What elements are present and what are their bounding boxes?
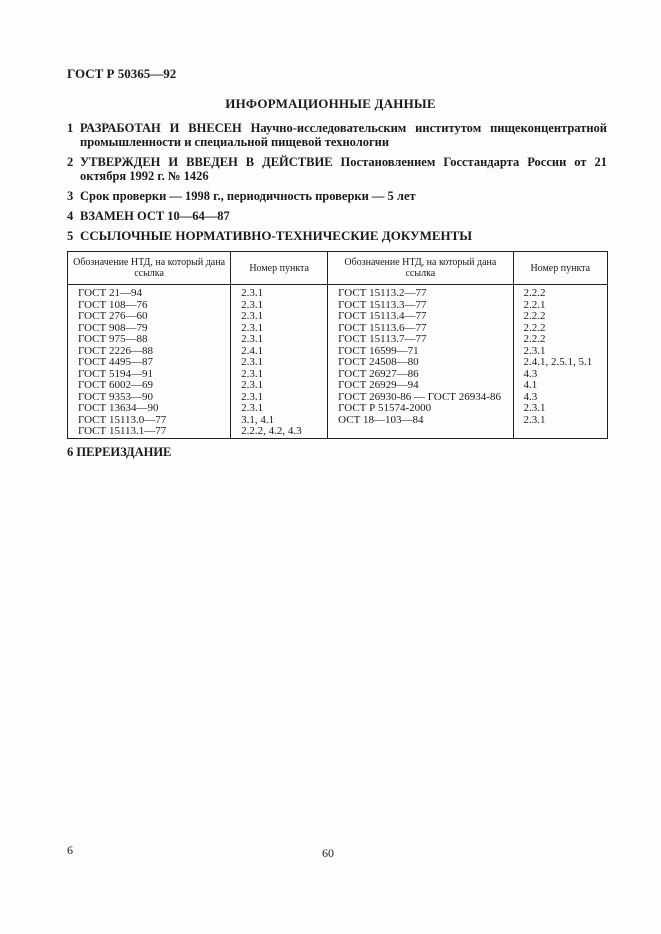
table-cell-line: ГОСТ 15113.0—77 xyxy=(78,413,167,426)
reference-table xyxy=(67,251,608,439)
table-cell-line: ОСТ 18—103—84 xyxy=(338,413,424,426)
item-number: 2 xyxy=(67,155,74,169)
table-cell-line: 2.4.1, 2.5.1, 5.1 xyxy=(523,356,593,368)
table-cell-line: ГОСТ 4495—87 xyxy=(78,356,153,368)
table-cell-line: 2.4.1 xyxy=(241,344,264,357)
item-lead: ССЫЛОЧНЫЕ НОРМАТИВНО-ТЕХНИЧЕСКИЕ ДОКУМЕНТЫ xyxy=(80,228,473,243)
table-cell-line: 4.3 xyxy=(523,367,538,380)
item-number: 3 xyxy=(67,189,74,203)
item-number: 5 xyxy=(67,229,74,243)
table-cell-line: ГОСТ 26927—86 xyxy=(338,367,419,380)
table-cell-line: ГОСТ 276—60 xyxy=(78,310,148,322)
table-cell-line: 2.3.1 xyxy=(241,402,264,414)
table-cell-line: 2.3.1 xyxy=(241,367,264,380)
table-cell-line: ГОСТ 21—94 xyxy=(78,287,142,299)
info-item-5 xyxy=(67,229,607,243)
table-cell-line: 2.3.1 xyxy=(241,298,264,311)
header-ntd-right: Обозначение НТД, на который дана ссылка xyxy=(328,252,513,285)
table-cell-line: 2.2.2 xyxy=(523,287,546,299)
table-cell-line: ГОСТ 16599—71 xyxy=(338,344,419,357)
table-cell-line: 2.3.1 xyxy=(241,390,264,403)
info-item-2 xyxy=(67,155,607,183)
table-cell-line: ГОСТ 26929—94 xyxy=(338,379,419,391)
table-cell-line: ГОСТ 26930-86 — ГОСТ 26934-86 xyxy=(338,390,501,403)
table-cell-line: 2.3.1 xyxy=(241,356,264,368)
table-cell-line: ГОСТ 108—76 xyxy=(78,298,148,311)
table-cell-line: 2.3.1 xyxy=(241,321,264,334)
item-lead: РАЗРАБОТАН И ВНЕСЕН xyxy=(80,121,242,135)
table-cell-line: 2.3.1 xyxy=(523,344,546,357)
table-cell-line: ГОСТ 9353—90 xyxy=(78,390,153,403)
info-item-3 xyxy=(67,189,607,203)
table-cell-line: 2.3.1 xyxy=(241,333,264,345)
table-cell-line: ГОСТ 15113.3—77 xyxy=(338,298,427,311)
info-item-4 xyxy=(67,209,607,223)
header-point-left: Номер пункта xyxy=(231,252,328,285)
info-items xyxy=(67,121,607,249)
table-cell-line: 3.1, 4.1 xyxy=(241,413,275,426)
info-item-1 xyxy=(67,121,607,149)
page-number-left: 6 xyxy=(67,843,73,857)
table-cell-line: 2.2.2 xyxy=(523,321,546,334)
item-number: 6 xyxy=(67,445,74,459)
table-header-row xyxy=(68,252,608,285)
table-cell-line: ГОСТ 15113.4—77 xyxy=(338,310,427,322)
table-cell-line: 2.2.2 xyxy=(523,333,546,345)
section-title: ИНФОРМАЦИОННЫЕ ДАННЫЕ xyxy=(225,96,436,111)
table-cell-line: ГОСТ 15113.7—77 xyxy=(338,333,427,345)
table-cell-line: ГОСТ 15113.2—77 xyxy=(338,287,427,299)
page-number-center: 60 xyxy=(322,846,334,860)
item-text: Постановлением Госстандарта России от 21 октября 1992 г. № 1426 xyxy=(80,155,607,183)
table-cell-line: 2.3.1 xyxy=(523,413,546,426)
table-cell-line: 2.2.2 xyxy=(523,310,546,322)
table-cell-line: ГОСТ 6002—69 xyxy=(78,379,153,391)
left-docs-cell xyxy=(68,285,231,439)
table-cell-line: ГОСТ Р 51574-2000 xyxy=(338,402,432,414)
table-cell-line: 4.3 xyxy=(523,390,538,403)
table-cell-line: ГОСТ 2226—88 xyxy=(78,344,153,357)
table-cell-line: 2.2.2, 4.2, 4.3 xyxy=(241,425,302,437)
item-lead: УТВЕРЖДЕН И ВВЕДЕН В ДЕЙСТВИЕ xyxy=(80,155,333,169)
table-cell-line: ГОСТ 13634—90 xyxy=(78,402,159,414)
table-body-row xyxy=(68,285,608,439)
left-points-cell xyxy=(231,285,328,439)
table-cell-line: 2.3.1 xyxy=(241,310,264,322)
info-item-6 xyxy=(67,445,171,460)
right-points-cell xyxy=(513,285,607,439)
table-cell-line: 4.1 xyxy=(523,379,538,391)
table-cell-line: 2.3.1 xyxy=(523,402,546,414)
item-lead: Срок проверки — 1998 г., периодичность проверки — 5 лет xyxy=(80,189,416,203)
right-docs-cell xyxy=(328,285,513,439)
table-cell-line: ГОСТ 24508—80 xyxy=(338,356,419,368)
table-cell-line: ГОСТ 908—79 xyxy=(78,321,148,334)
table-cell-line: 2.3.1 xyxy=(241,379,264,391)
table-cell-line: ГОСТ 5194—91 xyxy=(78,367,153,380)
header-point-right: Номер пункта xyxy=(513,252,607,285)
item-number: 1 xyxy=(67,121,74,135)
table-cell-line: ГОСТ 15113.1—77 xyxy=(78,425,167,437)
item-lead: ВЗАМЕН ОСТ 10—64—87 xyxy=(80,209,230,223)
item-text: Научно-исследовательским институтом пищеконцентратной промышленности и специальной пищевой технологии xyxy=(80,121,607,149)
table-cell-line: 2.2.1 xyxy=(523,298,546,311)
table-cell-line: ГОСТ 15113.6—77 xyxy=(338,321,427,334)
table-cell-line: 2.3.1 xyxy=(241,287,264,299)
document-code: ГОСТ Р 50365—92 xyxy=(67,66,177,81)
header-ntd-left: Обозначение НТД, на который дана ссылка xyxy=(68,252,231,285)
item-number: 4 xyxy=(67,209,74,223)
item-lead: ПЕРЕИЗДАНИЕ xyxy=(76,445,172,459)
table-cell-line: ГОСТ 975—88 xyxy=(78,333,148,345)
